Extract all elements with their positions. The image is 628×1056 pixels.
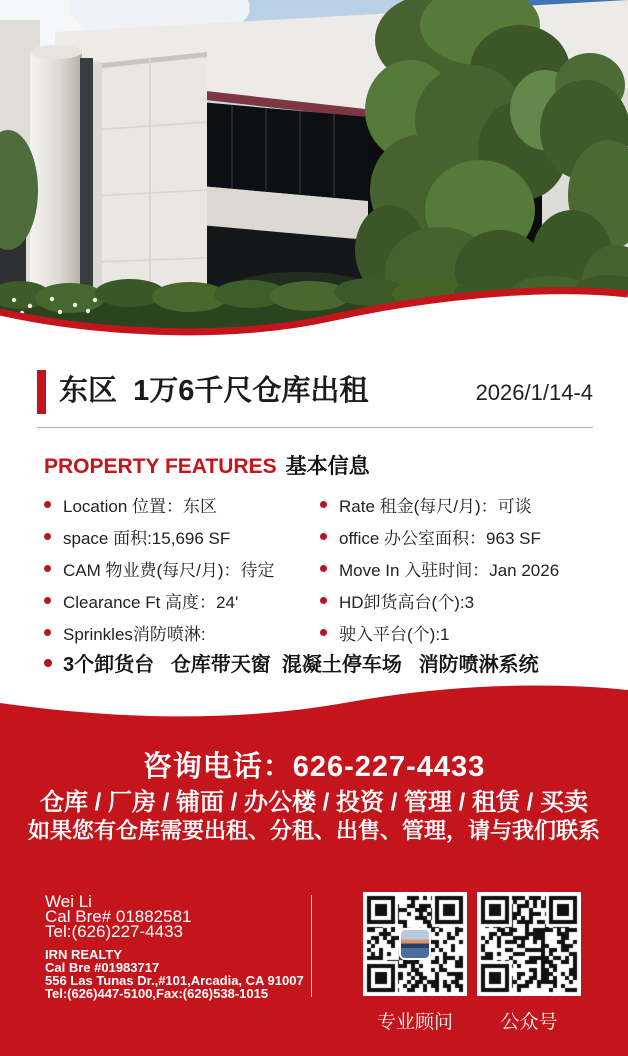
bullet-icon [44,659,52,667]
title-row [37,368,593,414]
features-list-left [44,488,320,648]
feature-item-label: Sprinkles消防喷淋: [63,624,206,644]
building-photo-scene [0,0,628,344]
company-phone-fax: Tel:(626)447-5100,Fax:(626)538-1015 [45,986,269,1001]
feature-item-label: Move In 入驻时间：Jan 2026 [339,560,560,580]
bullet-icon [44,597,51,604]
bullet-icon [44,629,51,636]
vertical-divider [311,895,312,997]
feature-item-label: CAM 物业费(每尺/月)：待定 [63,560,275,580]
agent-phone: Tel:(626)227-4433 [45,922,183,941]
qr-code-agent [363,892,467,996]
bullet-icon [320,629,327,636]
listing-title: 东区 1万6千尺仓库出租 [59,375,369,407]
building-photo [0,0,628,344]
feature-highlight-item [44,648,539,677]
feature-item [320,552,596,584]
divider-line [37,427,593,428]
feature-item-label: 驶入平台(个):1 [339,624,450,644]
feature-item-label: Location 位置：东区 [63,496,217,516]
feature-item-label: Rate 租金(每尺/月)：可谈 [339,496,532,516]
bullet-icon [320,533,327,540]
feature-highlight-label: 3个卸货台 仓库带天窗 混凝土停车场 消防喷淋系统 [63,654,539,676]
features-header [44,450,370,480]
qr-label-agent: 专业顾问 [376,1012,453,1033]
qr-code-official-canvas [477,892,581,996]
feature-item [44,488,320,520]
agent-license: Cal Bre# 01882581 [45,907,192,926]
company-license: Cal Bre #01983717 [45,960,160,975]
feature-item-label: HD卸货高台(个):3 [339,592,475,612]
feature-item [44,552,320,584]
bullet-icon [320,501,327,508]
consult-phone-line: 咨询电话：626-227-4433 [142,751,486,783]
bullet-icon [320,565,327,572]
title-accent-bar [37,370,46,414]
cta-line: 如果您有仓库需要出租、分租、出售、管理，请与我们联系 [27,818,600,843]
feature-item [320,520,596,552]
feature-item [44,616,320,648]
feature-item [44,520,320,552]
feature-item [44,584,320,616]
listing-date: 2026/1/14-4 [475,380,593,405]
company-name: IRN REALTY [45,947,123,962]
feature-item-label: space 面积:15,696 SF [63,528,231,548]
company-address: 556 Las Tunas Dr.,#101,Arcadia, CA 91007 [45,973,304,988]
features-list [44,488,604,648]
feature-item-label: Clearance Ft 高度：24' [63,592,239,612]
qr-center-photo [399,928,431,960]
qr-code-official [477,892,581,996]
contact-banner [0,680,628,1056]
bullet-icon [44,565,51,572]
features-list-right [320,488,596,648]
bullet-icon [44,501,51,508]
feature-item-label: office 办公室面积：963 SF [339,528,541,548]
features-heading-cn: 基本信息 [285,455,370,478]
feature-item [320,616,596,648]
agent-contact-block [45,894,304,1000]
bullet-icon [320,597,327,604]
qr-label-official: 公众号 [500,1012,558,1033]
services-line: 仓库 / 厂房 / 铺面 / 办公楼 / 投资 / 管理 / 租赁 / 买卖 [39,789,589,816]
features-heading-en: PROPERTY FEATURES [44,455,277,478]
feature-item [320,584,596,616]
feature-item [320,488,596,520]
bullet-icon [44,533,51,540]
agent-name: Wei Li [45,892,92,911]
